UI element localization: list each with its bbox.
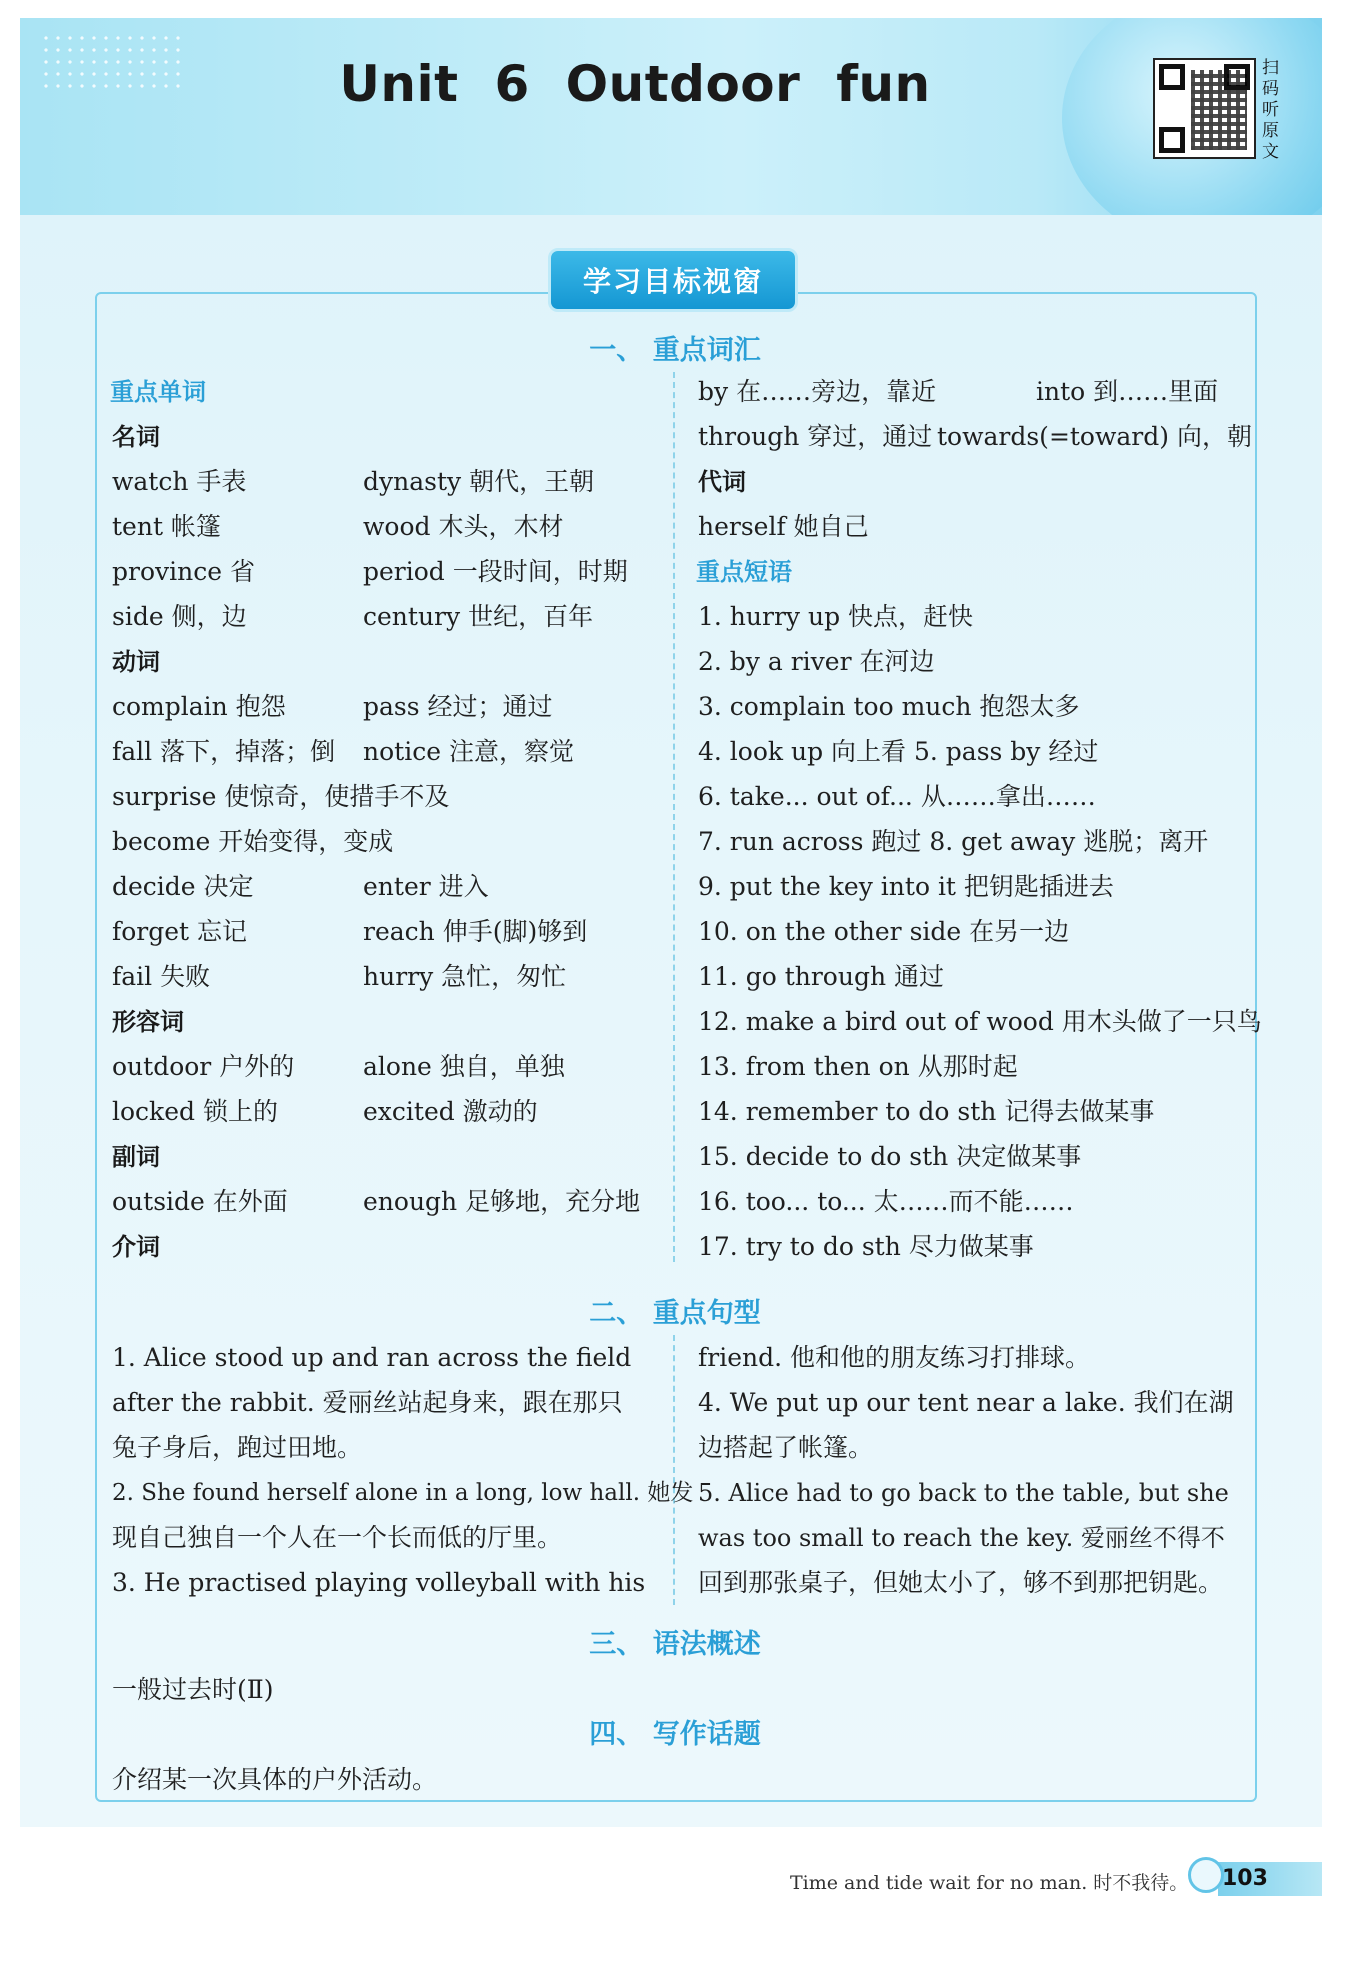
phrase-item: 1. hurry up 快点，赶快: [698, 602, 974, 631]
sentence-line: 3. He practised playing volleyball with his: [112, 1568, 646, 1597]
writing-topic: 介绍某一次具体的户外活动。: [112, 1765, 438, 1794]
footer-motto: Time and tide wait for no man. 时不我待。: [790, 1872, 1189, 1894]
noun-heading: 名词: [112, 423, 160, 451]
verb-heading: 动词: [112, 648, 160, 676]
word-item: period 一段时间，时期: [363, 557, 628, 586]
qr-label: 扫码听原文: [1262, 58, 1279, 162]
sentence-line: 回到那张桌子，但她太小了，够不到那把钥匙。: [698, 1568, 1224, 1597]
phrases-heading: 重点短语: [696, 558, 792, 586]
prep-heading: 介词: [112, 1233, 160, 1261]
word-item: enter 进入: [363, 872, 489, 901]
word-item: alone 独自，单独: [363, 1052, 565, 1081]
word-item: by 在……旁边，靠近: [698, 377, 937, 406]
phrase-item: 11. go through 通过: [698, 962, 945, 991]
word-item: hurry 急忙，匆忙: [363, 962, 567, 991]
sentence-line: 4. We put up our tent near a lake. 我们在湖: [698, 1388, 1234, 1417]
word-item: towards(=toward) 向，朝: [937, 422, 1252, 451]
section-title-sentences: 二、 重点句型: [589, 1298, 761, 1329]
word-item: tent 帐篷: [112, 512, 221, 541]
word-item: reach 伸手(脚)够到: [363, 917, 588, 946]
adj-heading: 形容词: [112, 1008, 184, 1036]
phrase-item: 15. decide to do sth 决定做某事: [698, 1142, 1082, 1171]
sentence-line: after the rabbit. 爱丽丝站起身来，跟在那只: [112, 1388, 623, 1417]
sentence-line: was too small to reach the key. 爱丽丝不得不: [698, 1524, 1225, 1552]
word-item: province 省: [112, 557, 255, 586]
section-ribbon: 学习目标视窗: [548, 248, 798, 312]
word-item: through 穿过，通过: [698, 422, 933, 451]
phrase-item: 4. look up 向上看 5. pass by 经过: [698, 737, 1099, 766]
swirl-icon: [1188, 1857, 1224, 1893]
sentence-line: 兔子身后，跑过田地。: [112, 1433, 363, 1462]
word-item: surprise 使惊奇，使措手不及: [112, 782, 450, 811]
sentence-line: 现自己独自一个人在一个长而低的厅里。: [112, 1523, 563, 1552]
word-item: watch 手表: [112, 467, 247, 496]
adv-heading: 副词: [112, 1143, 160, 1171]
phrase-item: 2. by a river 在河边: [698, 647, 935, 676]
phrase-item: 16. too... to... 太……而不能……: [698, 1187, 1074, 1216]
sentence-line: 1. Alice stood up and ran across the field: [112, 1343, 632, 1372]
unit-title: Unit 6 Outdoor fun: [339, 55, 931, 113]
qr-code-icon[interactable]: [1153, 58, 1256, 159]
word-item: side 侧，边: [112, 602, 247, 631]
section-title-writing: 四、 写作话题: [589, 1719, 761, 1750]
word-item: decide 决定: [112, 872, 254, 901]
word-item: into 到……里面: [1036, 377, 1219, 406]
phrase-item: 13. from then on 从那时起: [698, 1052, 1018, 1081]
page-header: [20, 18, 1322, 215]
word-item: century 世纪，百年: [363, 602, 594, 631]
word-item: herself 她自己: [698, 512, 869, 541]
phrase-item: 6. take... out of... 从……拿出……: [698, 782, 1096, 811]
phrase-item: 14. remember to do sth 记得去做某事: [698, 1097, 1155, 1126]
column-divider: [673, 1335, 675, 1605]
section-title-grammar: 三、 语法概述: [589, 1629, 761, 1660]
sentence-line: 2. She found herself alone in a long, low hall. 她发: [112, 1480, 694, 1506]
word-item: fall 落下，掉落；倒: [112, 737, 336, 766]
word-item: outside 在外面: [112, 1187, 288, 1216]
word-item: outdoor 户外的: [112, 1052, 295, 1081]
phrase-item: 12. make a bird out of wood 用木头做了一只鸟: [698, 1007, 1262, 1036]
word-item: dynasty 朝代，王朝: [363, 467, 595, 496]
phrase-item: 3. complain too much 抱怨太多: [698, 692, 1080, 721]
word-item: pass 经过；通过: [363, 692, 553, 721]
word-item: fail 失败: [112, 962, 211, 991]
page-number: 103: [1222, 1866, 1268, 1891]
phrase-item: 10. on the other side 在另一边: [698, 917, 1070, 946]
word-item: enough 足够地，充分地: [363, 1187, 641, 1216]
word-item: complain 抱怨: [112, 692, 286, 721]
phrase-item: 17. try to do sth 尽力做某事: [698, 1232, 1034, 1261]
vocab-heading: 重点单词: [110, 378, 206, 406]
phrase-item: 7. run across 跑过 8. get away 逃脱；离开: [698, 827, 1209, 856]
word-item: excited 激动的: [363, 1097, 538, 1126]
phrase-item: 9. put the key into it 把钥匙插进去: [698, 872, 1114, 901]
grammar-text: 一般过去时(Ⅱ): [112, 1675, 274, 1704]
section-title-vocab: 一、 重点词汇: [589, 335, 761, 366]
word-item: wood 木头，木材: [363, 512, 564, 541]
word-item: notice 注意，察觉: [363, 737, 574, 766]
sentence-line: 边搭起了帐篷。: [698, 1433, 874, 1462]
sentence-line: 5. Alice had to go back to the table, but she: [698, 1479, 1229, 1507]
word-item: locked 锁上的: [112, 1097, 278, 1126]
pron-heading: 代词: [698, 468, 746, 496]
sentence-line: friend. 他和他的朋友练习打排球。: [698, 1343, 1090, 1372]
column-divider: [673, 372, 675, 1262]
word-item: become 开始变得，变成: [112, 827, 394, 856]
word-item: forget 忘记: [112, 917, 248, 946]
